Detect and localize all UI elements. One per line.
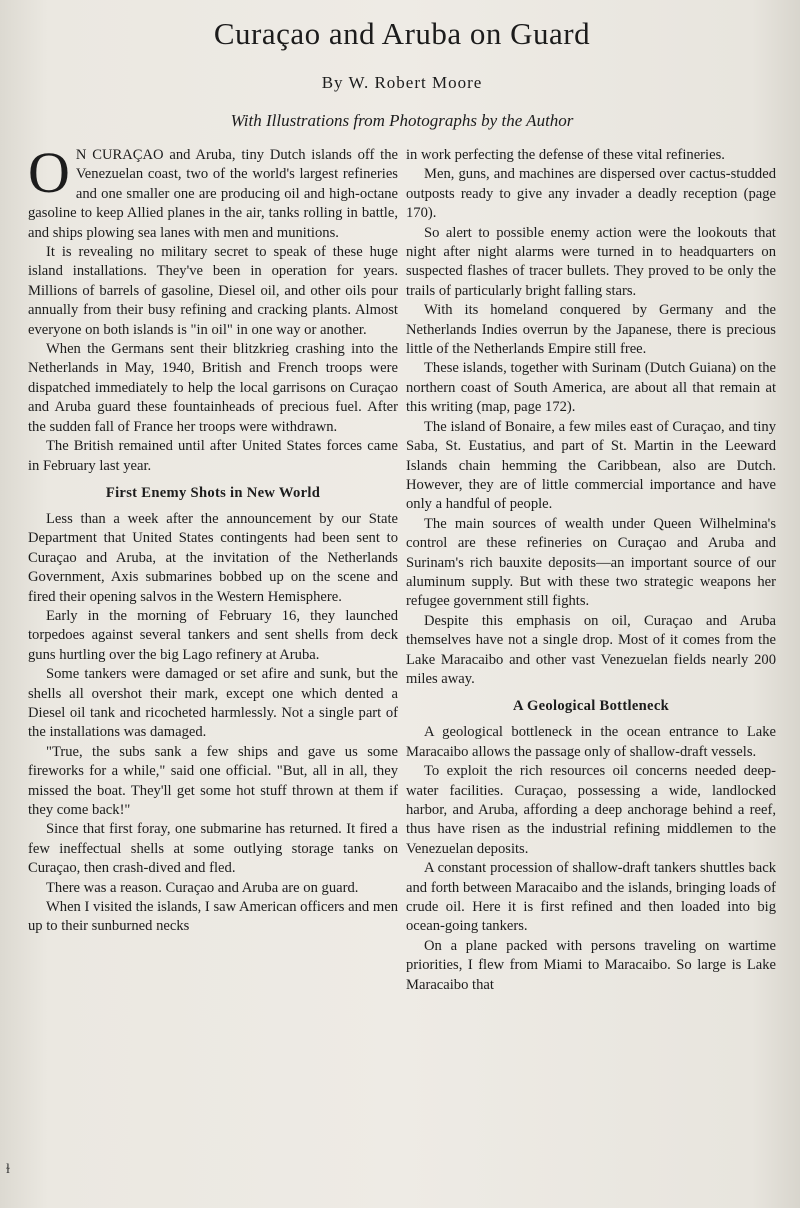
paragraph: in work perfecting the defense of these vital refineries.: [406, 147, 725, 163]
paragraph: There was a reason. Curaçao and Aruba are on guard.: [46, 879, 359, 896]
section-heading: First Enemy Shots in New World: [105, 484, 321, 501]
opening-paragraph: [28, 140, 398, 243]
paragraph: When the Germans sent their blitzkrieg crashing into the Netherlands in May, 1940, British and French troops were dispatched immediately to help the local garrisons on Curaçao and Aruba guard these fountainheads of precious fuel. After the sudden fall of France her troops were withdrawn.: [28, 341, 398, 435]
article-body: [28, 140, 776, 995]
article-title: Curaçao and Aruba on Guard: [213, 16, 591, 51]
paragraph: The island of Bonaire, a few miles east of Curaçao, and tiny Saba, St. Eustatius, and part of St. Martin in the Leeward Islands chain hemming the Caribbean, also are Dutch. However, they are of little commercial importance and have only a handful of people.: [406, 418, 776, 513]
paragraph: To exploit the rich resources oil concerns needed deep-water facilities. Curaçao, possessing a wide, landlocked harbor, and Aruba, affording a deep anchorage behind a reef, thus have risen as the industrial refining middlemen to the Venezuelan deposits.: [406, 763, 776, 857]
paragraph: Early in the morning of February 16, they launched torpedoes against several tankers and sent shells from deck guns hurtling over the big Lago refinery at Aruba.: [28, 607, 398, 663]
section-heading: A Geological Bottleneck: [512, 698, 670, 715]
article-byline: By W. Robert Moore: [321, 73, 483, 92]
illustration-credit: With Illustrations from Photographs by the Author: [230, 111, 574, 130]
paragraph: "True, the subs sank a few ships and gave us some fireworks for a while," said one official. "But, all in all, they missed the boat. They'll get some hot stuff thrown at them if they come back!": [28, 743, 398, 818]
paragraph: The British remained until after United States forces came in February last year.: [28, 438, 398, 474]
paragraph: Since that first foray, one submarine has returned. It fired a few ineffectual shells at some outlying storage tanks on Curaçao, then crash-dived and fled.: [28, 821, 398, 877]
paragraph: It is revealing no military secret to speak of these huge island installations. They've been in operation for years. Millions of barrels of gasoline, Diesel oil, and other oils pour annually from their busy refining and cracking plants. Almost everyone on both islands is "in oil" in one way or another.: [28, 244, 398, 338]
opening-paragraph-text: N CURAÇAO and Aruba, tiny Dutch islands off the Venezuelan coast, two of the world's largest refineries and one smaller one are producing oil and high-octane gasoline to keep Allied planes in the air, tanks rolling in battle, and ships plowing sea lanes with men and munitions.: [28, 147, 398, 241]
paragraph: The main sources of wealth under Queen Wilhelmina's control are these refineries on Curaçao and Aruba and Surinam's rich bauxite deposits—an important source of our aluminum supply. But with these two strategic weapons her refugee government still fights.: [406, 515, 776, 610]
right-column: [406, 146, 776, 995]
paragraph: A geological bottleneck in the ocean entrance to Lake Maracaibo allows the passage only of shallow-draft vessels.: [406, 724, 776, 760]
paragraph: Despite this emphasis on oil, Curaçao and Aruba themselves have not a single drop. Most of it comes from the Lake Maracaibo and other vast Venezuelan fields nearly 200 miles away.: [406, 612, 776, 687]
paragraph: With its homeland conquered by Germany and the Netherlands Indies overrun by the Japanese, there is precious little of the Netherlands Empire still free.: [406, 302, 776, 358]
paragraph: On a plane packed with persons traveling on wartime priorities, I flew from Miami to Maracaibo. So large is Lake Maracaibo that: [406, 937, 776, 993]
paragraph: A constant procession of shallow-draft tankers shuttles back and forth between Maracaibo and the islands, bringing loads of crude oil. Here it is first refined and then loaded into big ocean-going tankers.: [406, 860, 776, 935]
paragraph: Men, guns, and machines are dispersed over cactus-studded outposts ready to give any invader a deadly reception (page 170).: [406, 166, 776, 222]
paragraph: These islands, together with Surinam (Dutch Guiana) on the northern coast of South America, are about all that remain at this writing (map, page 172).: [406, 360, 776, 416]
left-column: [28, 140, 398, 995]
drop-cap: O: [28, 140, 70, 205]
margin-mark: ɫ: [6, 1162, 10, 1177]
paragraph: Some tankers were damaged or set afire and sunk, but the shells all overshot their mark, except one which dented a Diesel oil tank and ricocheted harmlessly. Not a single part of the installations was damaged.: [28, 666, 398, 741]
paragraph: Less than a week after the announcement by our State Department that United States contingents had been sent to Curaçao and Aruba, at the invitation of the Netherlands Government, Axis submarines bobbed up on the scene and fired their opening salvos in the Western Hemisphere.: [28, 510, 398, 605]
paragraph: So alert to possible enemy action were the lookouts that night after night alarms were turned in to headquarters on suspected flashes of tracer bullets. They proved to be only the trails of particularly bright falling stars.: [406, 224, 776, 299]
paragraph: When I visited the islands, I saw American officers and men up to their sunburned necks: [28, 899, 398, 935]
